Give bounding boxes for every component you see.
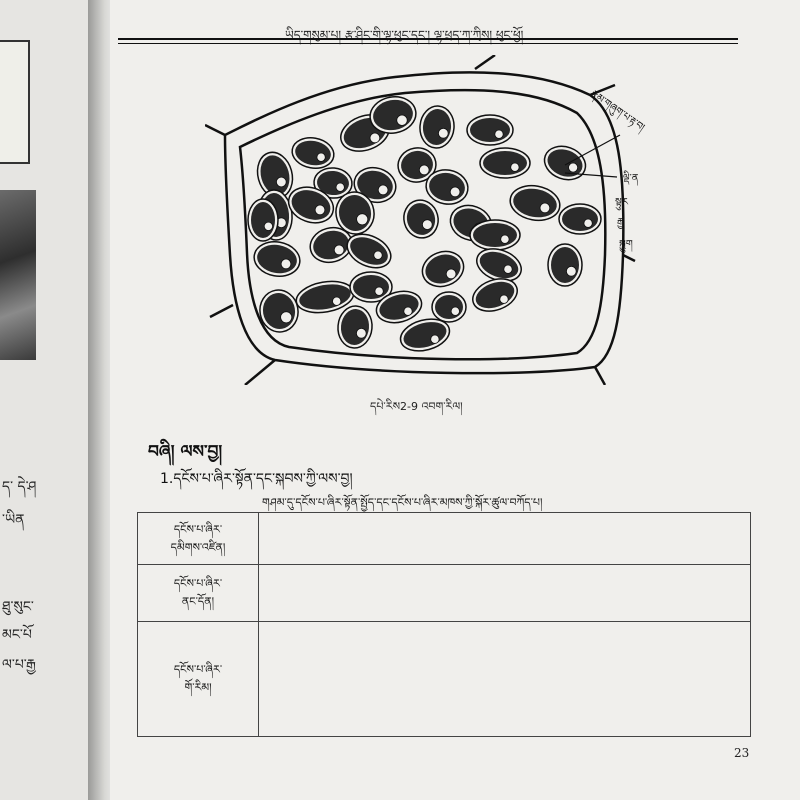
pollen-grain-cell-figure [205, 55, 665, 385]
table-caption: གཤམ་དུ་དངོས་པ་ཞིར་སྟོན་སྤྱོད་དང་དངོས་པ་ཞིར་མཁས་ཀྱི་སྐོར་ཚུལ་བཀོད་པ། [262, 496, 543, 509]
pollen-grain-nucleus [281, 312, 292, 323]
left-page-photo [0, 190, 36, 360]
left-text-fragment: ཐུ་སུང་ [2, 599, 34, 615]
pollen-grain-nucleus [357, 214, 368, 225]
row-label [138, 622, 259, 737]
pollen-grain-nucleus [356, 328, 366, 338]
table-row [138, 565, 751, 622]
pollen-grain-nucleus [431, 335, 439, 343]
pollen-grain-nucleus [511, 163, 519, 171]
pollen-grain-nucleus [566, 266, 576, 276]
pollen-grain-nucleus [404, 307, 412, 315]
pollen-grain-core [483, 151, 527, 175]
header-rule [118, 38, 738, 40]
running-head: ཡིད་གསུམ་པ། རྩ་ཤིང་གི་ལྷ་ཕུང་དང་། ལྷ་ཕྲད་ཀ་ཀྲིས། ཕུང་ཕྱོ། [285, 28, 524, 42]
answer-cell[interactable] [259, 565, 751, 622]
pollen-grain-nucleus [334, 245, 344, 255]
row-label-line: ནང་དོན། [181, 595, 215, 608]
pollen-grain-core [473, 223, 517, 247]
table-row [138, 622, 751, 737]
figure-caption: དཔེ་རིས2-9 འབག་རིལ། [370, 400, 463, 413]
page-number: 23 [734, 746, 750, 760]
pollen-grain-nucleus [374, 251, 382, 259]
pollen-grain-core [435, 295, 463, 319]
table-row [138, 513, 751, 565]
subsection-heading: 1.དངོས་པ་ཞིར་སྟོན་དང་སྐབས་ཀྱི་ལས་བྱ། [160, 471, 353, 487]
wall-extension [623, 255, 635, 261]
figure-label: རྣམ་གཞུག་པ་རྟ་བ། [588, 88, 647, 134]
grain-group [248, 93, 601, 356]
pollen-grain-nucleus [333, 297, 341, 305]
row-label [138, 565, 259, 622]
header-rule-thin [118, 43, 738, 44]
pollen-grain-nucleus [276, 177, 286, 187]
pollen-grain-nucleus [315, 205, 325, 215]
wall-extension [595, 367, 605, 385]
pollen-grain-nucleus [375, 287, 383, 295]
row-label-line: དམིགས་འཛིན། [170, 540, 226, 554]
left-page-image-top [0, 40, 30, 164]
row-label [138, 513, 259, 565]
pollen-grain-nucleus [495, 130, 503, 138]
pollen-grain-nucleus [450, 187, 460, 197]
figure-label: རྒྱ [617, 217, 625, 228]
figure-label: ལྡི་ན [623, 173, 639, 184]
pollen-grain-nucleus [370, 133, 380, 143]
pollen-grain-nucleus [397, 115, 408, 126]
pollen-grain-nucleus [569, 163, 578, 172]
pollen-grain-nucleus [378, 185, 388, 195]
row-label-line: དངོས་པ་ཞིར་ [173, 577, 223, 590]
wall-extension [245, 360, 275, 385]
pollen-grain-core [251, 202, 275, 238]
pollen-grain-nucleus [540, 203, 550, 213]
left-text-fragment: ་ཡིན [2, 512, 25, 528]
section-heading: བཞི། ལས་བྱ། [148, 442, 223, 462]
answer-cell[interactable] [259, 513, 751, 565]
left-text-fragment: ད་ དེ་ཤ [2, 479, 37, 495]
pollen-grain-nucleus [500, 295, 508, 303]
activity-table [137, 512, 751, 737]
wall-extension [205, 125, 225, 135]
pollen-grain-nucleus [501, 235, 509, 243]
left-text-fragment: མང་པོ [2, 627, 32, 643]
left-facing-page [0, 0, 95, 800]
wall-extension [210, 305, 233, 317]
left-text-fragment: ལ་པ་རྒྱ [2, 657, 36, 673]
row-label-line: དངོས་པ་ཞིར་ [173, 663, 223, 676]
pollen-grain-nucleus [317, 153, 325, 161]
pollen-grain-nucleus [336, 183, 344, 191]
pollen-grain-nucleus [422, 220, 432, 230]
row-label-line: དངོས་པ་ཞིར་ [173, 522, 223, 536]
pollen-grain-nucleus [419, 165, 429, 175]
pollen-grain-core [562, 207, 598, 231]
pollen-grain-core [353, 275, 389, 299]
pollen-grain-nucleus [438, 128, 448, 138]
pollen-grain-nucleus [451, 307, 459, 315]
figure-label: སྐྱུག [619, 239, 633, 250]
pollen-grain-nucleus [504, 265, 512, 273]
row-label-line: གོ་རིམ། [184, 681, 212, 694]
pollen-grain-core [551, 247, 579, 283]
pollen-grain-core [470, 118, 510, 142]
pollen-grain-nucleus [584, 219, 592, 227]
figure-label: སྟུར [615, 197, 628, 208]
answer-cell[interactable] [259, 622, 751, 737]
wall-extension [475, 55, 495, 69]
pollen-grain-nucleus [264, 222, 272, 230]
pollen-grain-nucleus [446, 269, 456, 279]
pollen-grain-nucleus [281, 259, 291, 269]
